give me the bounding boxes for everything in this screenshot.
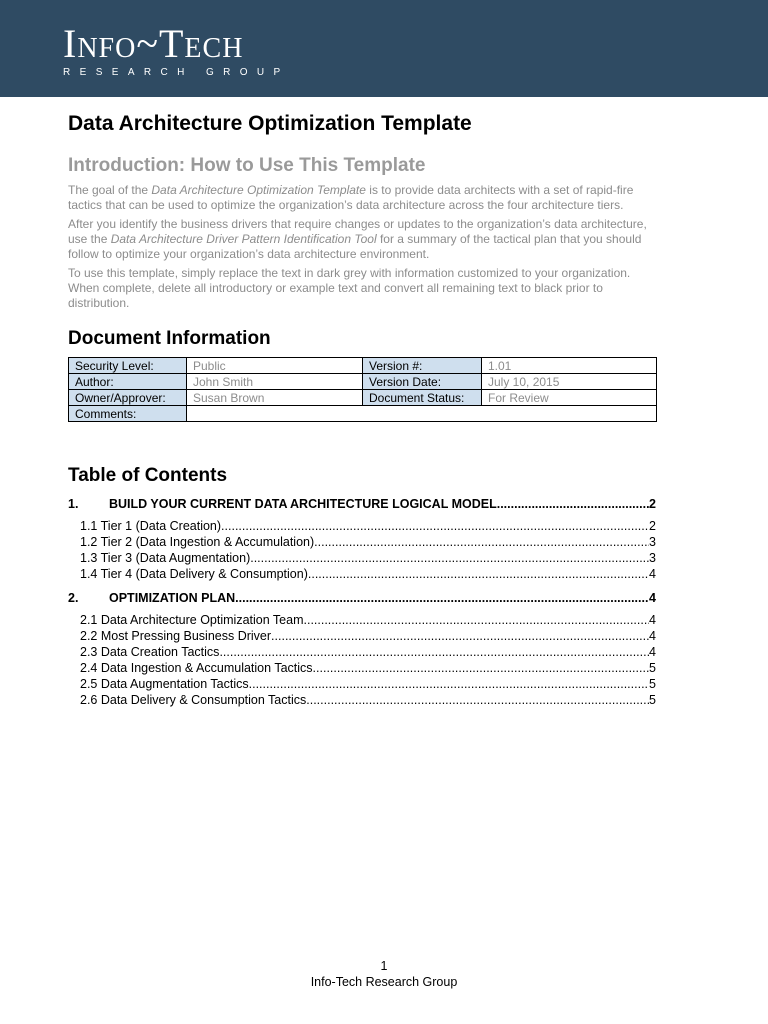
toc-item-label: 1.4 Tier 4 (Data Delivery & Consumption) [80, 567, 308, 581]
logo-tagline: RESEARCH GROUP [63, 67, 290, 78]
toc-item[interactable] [68, 550, 656, 566]
table-row [69, 374, 657, 390]
logo-wordmark: Info~Tech [63, 21, 244, 66]
toc-item[interactable] [68, 660, 656, 676]
toc-page-number: 3 [649, 551, 656, 565]
toc-item[interactable] [68, 566, 656, 582]
toc-section-number: 2. [68, 591, 79, 605]
toc-leader [219, 644, 649, 660]
toc-page-number: 4 [649, 613, 656, 627]
table-row [69, 358, 657, 374]
security-level-label: Security Level: [69, 358, 187, 374]
page-footer [0, 958, 768, 990]
toc-leader [271, 628, 649, 644]
document-title: Data Architecture Optimization Template [68, 112, 472, 135]
toc-leader [497, 496, 649, 512]
toc-leader [308, 566, 649, 582]
toc-section-1[interactable] [68, 496, 656, 512]
owner-approver-label: Owner/Approver: [69, 390, 187, 406]
footer-company-name: Info-Tech Research Group [310, 975, 458, 989]
comments-label: Comments: [69, 406, 187, 422]
toc-item[interactable] [68, 676, 656, 692]
toc-page-number: 3 [649, 535, 656, 549]
toc-item-label: 1.2 Tier 2 (Data Ingestion & Accumulation) [80, 535, 315, 549]
toc-item-label: 2.4 Data Ingestion & Accumulation Tactics [80, 661, 313, 675]
toc-item[interactable] [68, 644, 656, 660]
toc-page-number: 4 [649, 567, 656, 581]
toc-page-number: 2 [649, 519, 656, 533]
version-date-label: Version Date: [363, 374, 482, 390]
toc-section-number: 1. [68, 497, 79, 511]
owner-approver-value[interactable]: Susan Brown [187, 390, 363, 406]
comments-value[interactable] [187, 406, 657, 422]
toc-item[interactable] [68, 692, 656, 708]
document-info-table [68, 357, 657, 422]
document-status-label: Document Status: [363, 390, 482, 406]
toc-item[interactable] [68, 612, 656, 628]
toc-section-title: OPTIMIZATION PLAN [109, 591, 236, 605]
author-label: Author: [69, 374, 187, 390]
toc-page-number: 5 [649, 661, 656, 675]
toc-page-number: 2 [649, 497, 656, 511]
document-information-heading: Document Information [68, 328, 271, 349]
intro-section [68, 110, 658, 311]
toc-leader [250, 550, 649, 566]
security-level-value[interactable]: Public [187, 358, 363, 374]
author-value[interactable]: John Smith [187, 374, 363, 390]
toc-item-label: 2.2 Most Pressing Business Driver [80, 629, 272, 643]
document-status-value[interactable]: For Review [482, 390, 657, 406]
toc-leader [306, 692, 649, 708]
table-row [69, 390, 657, 406]
table-of-contents [68, 496, 656, 708]
info-tech-logo [63, 21, 290, 78]
toc-item[interactable] [68, 628, 656, 644]
toc-page-number: 5 [649, 693, 656, 707]
header-band [0, 0, 768, 97]
toc-item-label: 2.1 Data Architecture Optimization Team [80, 613, 304, 627]
toc-item-label: 2.3 Data Creation Tactics [80, 645, 220, 659]
version-value[interactable]: 1.01 [482, 358, 657, 374]
version-date-value[interactable]: July 10, 2015 [482, 374, 657, 390]
intro-paragraph-1: The goal of the Data Architecture Optimization Template is to provide data architects with a set of rapid-fire tactics that can be used to optimize the organization’s data architecture across the four architecture tiers. [68, 183, 634, 212]
toc-leader [314, 534, 649, 550]
toc-leader [221, 518, 649, 534]
intro-paragraph-3: To use this template, simply replace the text in dark grey with information customized to your organization. When complete, delete all introductory or example text and convert all remaining text to black prior to distribution. [68, 266, 631, 310]
toc-leader [304, 612, 650, 628]
toc-leader [249, 676, 649, 692]
toc-page-number: 4 [649, 591, 656, 605]
toc-item-label: 1.3 Tier 3 (Data Augmentation) [80, 551, 251, 565]
intro-heading: Introduction: How to Use This Template [68, 155, 426, 176]
intro-paragraph-2: After you identify the business drivers that require changes or updates to the organization’s data architecture, use the Data Architecture Driver Pattern Identification Tool for a summary of the tactical plan that you should follow to optimize your organization’s data architecture environment. [68, 217, 647, 261]
toc-item-label: 1.1 Tier 1 (Data Creation) [80, 519, 222, 533]
toc-page-number: 4 [649, 645, 656, 659]
toc-page-number: 4 [649, 629, 656, 643]
toc-section-title: BUILD YOUR CURRENT DATA ARCHITECTURE LOGICAL MODEL [109, 497, 497, 511]
version-label: Version #: [363, 358, 482, 374]
toc-item[interactable] [68, 518, 656, 534]
table-row [69, 406, 657, 422]
toc-item-label: 2.5 Data Augmentation Tactics [80, 677, 249, 691]
toc-section-2[interactable] [68, 590, 656, 606]
toc-leader [235, 590, 649, 606]
toc-item-label: 2.6 Data Delivery & Consumption Tactics [80, 693, 307, 707]
toc-page-number: 5 [649, 677, 656, 691]
page-number: 1 [380, 959, 388, 973]
toc-leader [313, 660, 650, 676]
toc-item[interactable] [68, 534, 656, 550]
table-of-contents-heading: Table of Contents [68, 465, 228, 486]
